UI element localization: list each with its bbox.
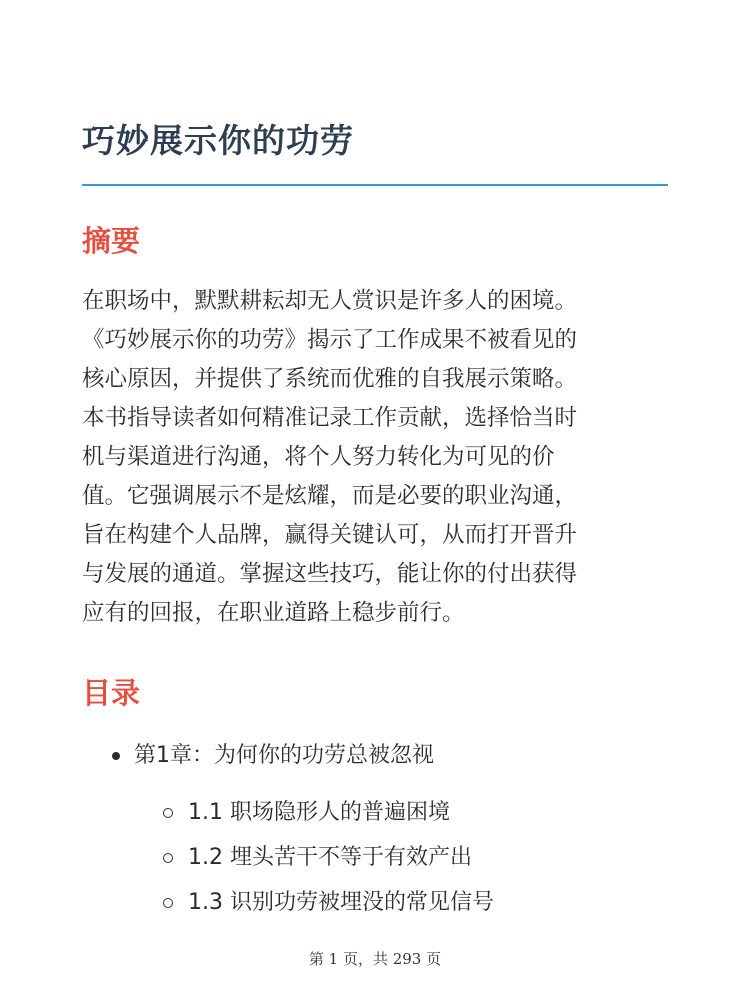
summary-line: 与发展的通道。掌握这些技巧，能让你的付出获得 (82, 561, 578, 587)
title-divider (82, 184, 668, 186)
document-title: 巧妙展示你的功劳 (82, 121, 354, 160)
toc-section-1-3[interactable]: 1.3 识别功劳被埋没的常见信号 (188, 890, 494, 915)
summary-paragraph (82, 282, 672, 633)
summary-line: 本书指导读者如何精准记录工作贡献，选择恰当时 (82, 405, 578, 431)
bullet-circle-icon (163, 853, 173, 863)
bullet-disc-icon (112, 752, 120, 760)
summary-line: 值。它强调展示不是炫耀，而是必要的职业沟通， (82, 483, 578, 509)
summary-line: 核心原因，并提供了系统而优雅的自我展示策略。 (82, 366, 578, 392)
summary-heading: 摘要 (82, 224, 141, 258)
summary-line: 机与渠道进行沟通，将个人努力转化为可见的价 (82, 444, 555, 470)
toc-section-1-1[interactable]: 1.1 职场隐形人的普遍困境 (188, 800, 450, 825)
toc-chapter-1[interactable]: 第1章：为何你的功劳总被忽视 (134, 743, 434, 768)
summary-line: 《巧妙展示你的功劳》揭示了工作成果不被看见的 (82, 327, 578, 353)
toc-heading: 目录 (82, 676, 141, 710)
page-number-footer: 第 1 页，共 293 页 (308, 950, 442, 968)
bullet-circle-icon (163, 808, 173, 818)
summary-line: 旨在构建个人品牌，赢得关键认可，从而打开晋升 (82, 522, 578, 548)
summary-line: 在职场中，默默耕耘却无人赏识是许多人的困境。 (82, 288, 578, 314)
toc-section-1-2[interactable]: 1.2 埋头苦干不等于有效产出 (188, 845, 472, 870)
bullet-circle-icon (163, 898, 173, 908)
summary-line: 应有的回报，在职业道路上稳步前行。 (82, 600, 465, 626)
